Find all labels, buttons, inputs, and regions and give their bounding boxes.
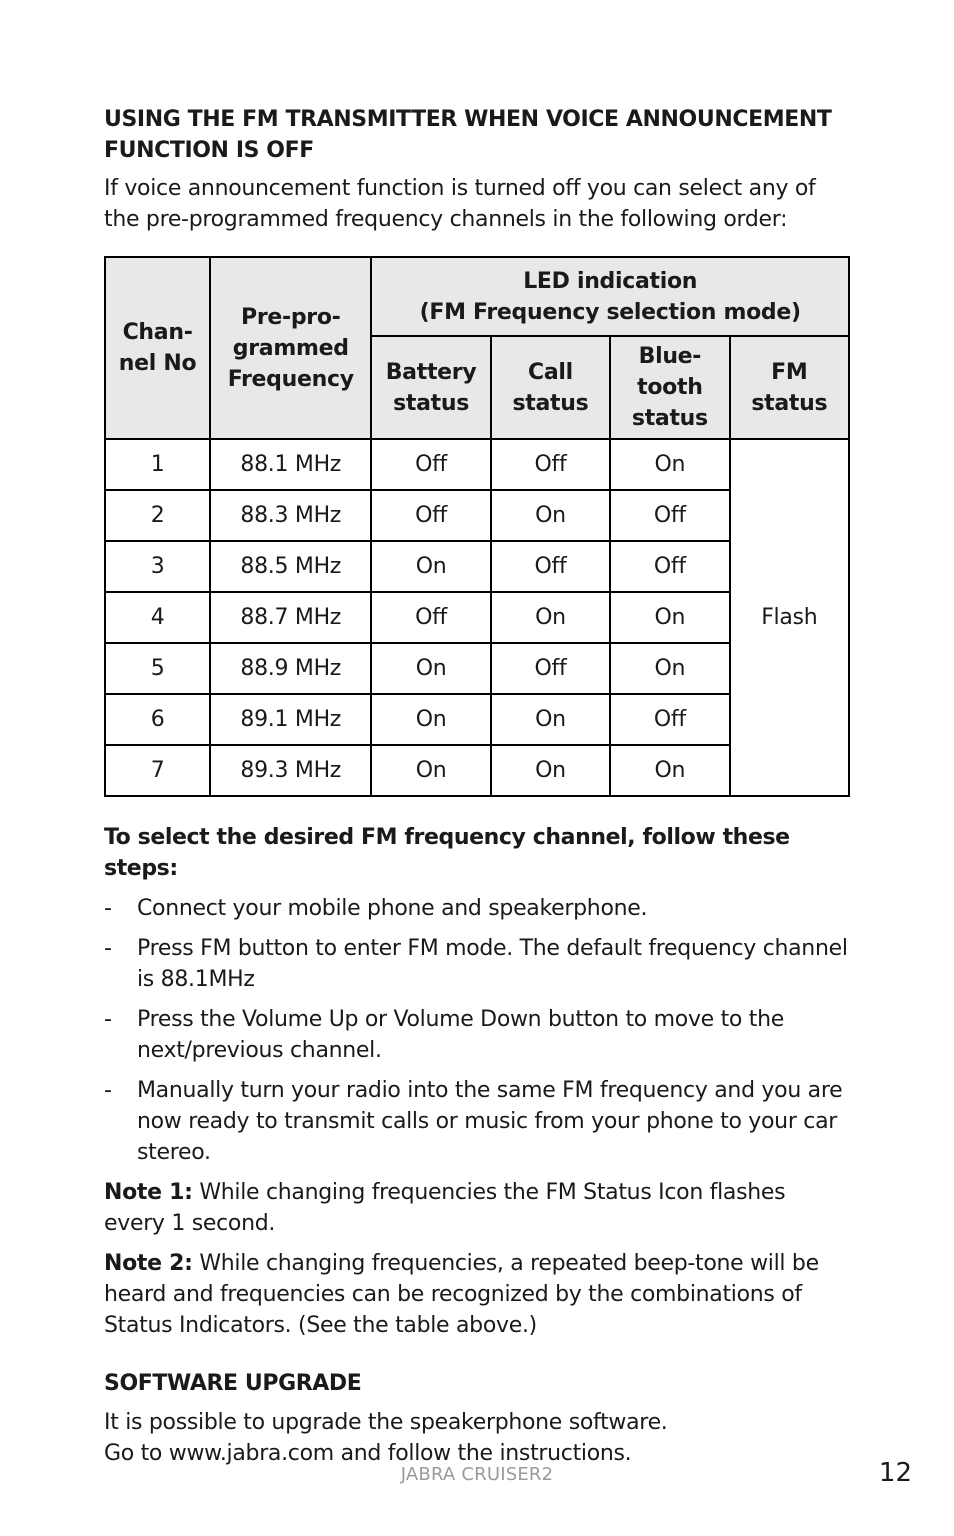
software-line-2: Go to www.jabra.com and follow the instructions. [104,1441,632,1466]
fm-channel-table [104,256,850,797]
cell-frequency: 88.1 MHz [210,439,371,490]
cell-bluetooth: On [610,643,729,694]
intro-paragraph: If voice announcement function is turned off you can select any of the pre-programmed frequency channels in the following order: [104,176,816,232]
cell-channel: 7 [105,745,210,796]
step-text: Manually turn your radio into the same FM frequency and you are now ready to transmit calls or music from your phone to your car stereo. [137,1078,843,1165]
header-fm-status: FM status [730,336,849,439]
bullet-dash: - [104,936,112,961]
cell-call: On [491,592,610,643]
cell-bluetooth: Off [610,490,729,541]
cell-channel: 4 [105,592,210,643]
software-heading: SOFTWARE UPGRADE [104,1371,362,1396]
table-row [105,439,849,490]
cell-bluetooth: On [610,439,729,490]
cell-call: On [491,490,610,541]
cell-battery: Off [371,490,490,541]
header-frequency: Pre-pro- grammed Frequency [210,257,371,439]
cell-channel: 5 [105,643,210,694]
header-led-indication: LED indication (FM Frequency selection mode) [371,257,849,336]
cell-call: Off [491,643,610,694]
cell-frequency: 88.9 MHz [210,643,371,694]
step-text: Connect your mobile phone and speakerphone. [137,896,648,921]
note-1 [104,1177,850,1239]
note-1-label: Note 1: [104,1180,193,1205]
cell-bluetooth: On [610,592,729,643]
cell-battery: On [371,541,490,592]
note-2-label: Note 2: [104,1251,193,1276]
cell-bluetooth: Off [610,694,729,745]
cell-frequency: 88.7 MHz [210,592,371,643]
step-text: Press the Volume Up or Volume Down button to move to the next/previous channel. [137,1007,784,1063]
cell-call: Off [491,541,610,592]
instructions-section [104,822,850,1469]
cell-call: On [491,694,610,745]
cell-bluetooth: On [610,745,729,796]
section-fm-off [104,104,850,235]
cell-channel: 2 [105,490,210,541]
header-bluetooth-status: Blue- tooth status [610,336,729,439]
list-item [104,893,850,924]
software-upgrade-section [104,1368,850,1469]
note-2 [104,1248,850,1341]
cell-channel: 6 [105,694,210,745]
list-item [104,1004,850,1066]
note-1-text: While changing frequencies the FM Status Icon flashes every 1 second. [104,1180,786,1236]
cell-battery: On [371,745,490,796]
bullet-dash: - [104,896,112,921]
cell-frequency: 88.5 MHz [210,541,371,592]
header-battery-status: Battery status [371,336,490,439]
cell-fm-status-flash: Flash [730,439,849,796]
note-2-text: While changing frequencies, a repeated beep-tone will be heard and frequencies can be recognized by the combinations of Status Indicators. (See the table above.) [104,1251,819,1338]
steps-title: To select the desired FM frequency channel, follow these steps: [104,825,790,881]
cell-battery: On [371,694,490,745]
cell-call: On [491,745,610,796]
cell-battery: On [371,643,490,694]
step-text: Press FM button to enter FM mode. The default frequency channel is 88.1MHz [137,936,848,992]
cell-frequency: 89.1 MHz [210,694,371,745]
cell-battery: Off [371,439,490,490]
footer-product-name: JABRA CRUISER2 [400,1464,554,1485]
list-item [104,933,850,995]
software-line-1: It is possible to upgrade the speakerphone software. [104,1410,668,1435]
section-heading-fm-off: USING THE FM TRANSMITTER WHEN VOICE ANNOUNCEMENT FUNCTION IS OFF [104,107,832,163]
list-item [104,1075,850,1168]
header-channel-no: Chan- nel No [105,257,210,439]
cell-frequency: 88.3 MHz [210,490,371,541]
cell-channel: 1 [105,439,210,490]
bullet-dash: - [104,1007,112,1032]
cell-channel: 3 [105,541,210,592]
bullet-dash: - [104,1078,112,1103]
page-number: 12 [878,1458,912,1488]
cell-bluetooth: Off [610,541,729,592]
header-call-status: Call status [491,336,610,439]
cell-battery: Off [371,592,490,643]
cell-frequency: 89.3 MHz [210,745,371,796]
cell-call: Off [491,439,610,490]
steps-list [104,893,850,1168]
